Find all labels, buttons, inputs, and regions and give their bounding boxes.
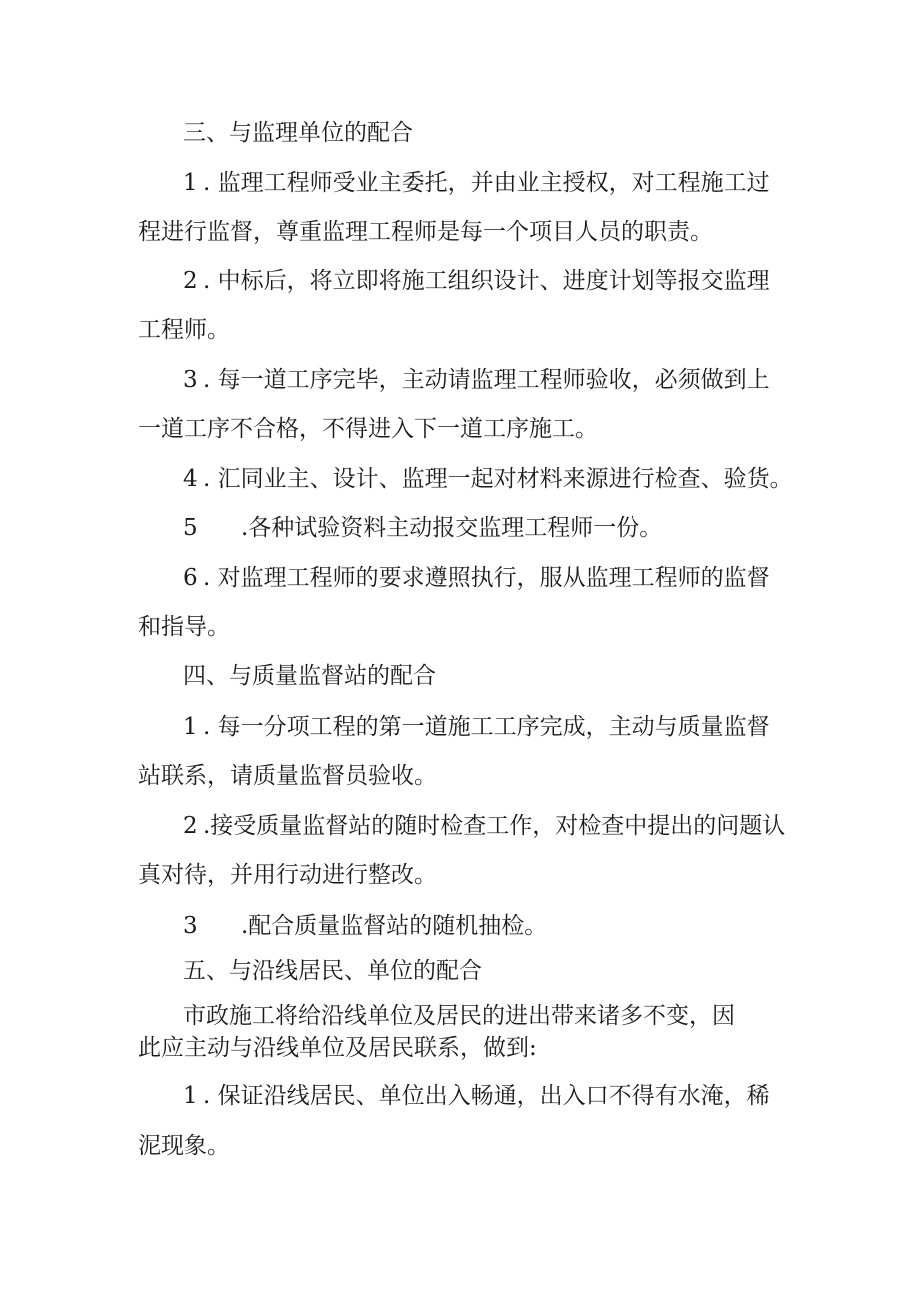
paragraph-line: .接受质量监督站的随时检查工作，对检查中提出的问题认	[203, 813, 786, 839]
list-item-number: 3	[183, 913, 198, 939]
paragraph-line: 和指导。	[138, 614, 230, 640]
paragraph-line: . 对监理工程师的要求遵照执行，服从监理工程师的监督	[203, 565, 770, 591]
paragraph-line: 市政施工将给沿线单位及居民的进出带来诸多不变，因	[183, 1003, 735, 1029]
paragraph-line: .各种试验资料主动报交监理工程师一份。	[241, 515, 663, 541]
paragraph-line: . 中标后，将立即将施工组织设计、进度计划等报交监理	[203, 268, 770, 294]
section-heading: 三、与监理单位的配合	[183, 120, 413, 146]
paragraph-line: 泥现象。	[138, 1133, 230, 1159]
paragraph-line: 程进行监督，尊重监理工程师是每一个项目人员的职责。	[138, 219, 713, 245]
paragraph-line: 真对待，并用行动进行整改。	[138, 862, 437, 888]
section-heading: 四、与质量监督站的配合	[183, 663, 436, 689]
list-item-number: 1	[183, 1083, 198, 1109]
list-item-number: 1	[183, 714, 198, 740]
paragraph-line: . 汇同业主、设计、监理一起对材料来源进行检查、验货。	[203, 466, 793, 492]
section-heading: 五、与沿线居民、单位的配合	[183, 958, 482, 984]
paragraph-line: 工程师。	[138, 317, 230, 343]
list-item-number: 1	[183, 170, 198, 196]
list-item-number: 4	[183, 466, 198, 492]
paragraph-line: 此应主动与沿线单位及居民联系，做到:	[138, 1035, 537, 1061]
paragraph-line: 一道工序不合格，不得进入下一道工序施工。	[138, 416, 598, 442]
paragraph-line: . 每一分项工程的第一道施工工序完成，主动与质量监督	[203, 714, 770, 740]
list-item-number: 5	[183, 515, 198, 541]
list-item-number: 2	[183, 813, 198, 839]
paragraph-line: . 保证沿线居民、单位出入畅通，出入口不得有水淹，稀	[203, 1083, 770, 1109]
paragraph-line: . 监理工程师受业主委托，并由业主授权，对工程施工过	[203, 170, 770, 196]
list-item-number: 6	[183, 565, 198, 591]
paragraph-line: .配合质量监督站的随机抽检。	[241, 913, 548, 939]
list-item-number: 3	[183, 367, 198, 393]
paragraph-line: 站联系，请质量监督员验收。	[138, 763, 437, 789]
paragraph-line: . 每一道工序完毕，主动请监理工程师验收，必须做到上	[203, 367, 770, 393]
list-item-number: 2	[183, 268, 198, 294]
